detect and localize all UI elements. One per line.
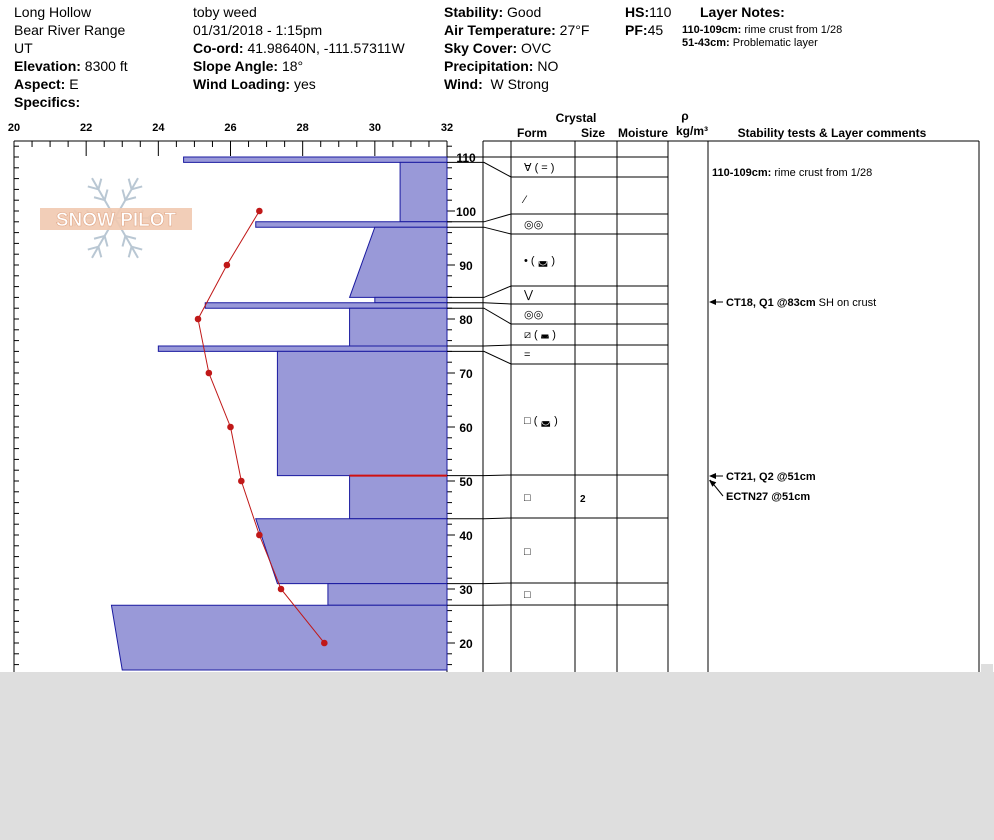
grain-form: ⧄ ( ◛ ) bbox=[524, 329, 556, 341]
layer-note: 51-43cm: Problematic layer bbox=[682, 37, 818, 49]
grain-form: ◎◎ bbox=[524, 309, 544, 321]
logo-snowflake-branch bbox=[123, 189, 126, 200]
grain-form: □ bbox=[524, 492, 531, 504]
grain-form: ⋁ bbox=[524, 289, 534, 301]
header-moisture: Moisture bbox=[617, 126, 669, 140]
layer-boundary-line bbox=[447, 345, 668, 346]
depth-axis-label: 80 bbox=[459, 313, 473, 327]
layer-boundary-line bbox=[447, 518, 668, 519]
hardness-layer bbox=[350, 227, 447, 297]
header-density-unit: kg/m³ bbox=[675, 124, 709, 138]
depth-axis-label: 110 bbox=[456, 151, 476, 165]
wind-loading: Wind Loading: yes bbox=[193, 76, 316, 92]
comment-arrowhead bbox=[709, 299, 716, 305]
header-comments: Stability tests & Layer comments bbox=[737, 126, 927, 140]
slope-angle: Slope Angle: 18° bbox=[193, 58, 304, 74]
logo-snowflake-branch bbox=[105, 189, 108, 200]
depth-axis-label: 60 bbox=[459, 421, 473, 435]
top-axis-label: 22 bbox=[80, 122, 93, 134]
hardness-layer bbox=[328, 584, 447, 606]
coordinates: Co-ord: 41.98640N, -111.57311W bbox=[193, 40, 405, 56]
top-axis-label: 24 bbox=[152, 122, 165, 134]
logo-snowflake-branch bbox=[98, 179, 101, 190]
top-axis-label: 28 bbox=[296, 122, 309, 134]
hardness-layer bbox=[277, 351, 447, 475]
comment-label: ECTN27 @51cm bbox=[726, 491, 811, 503]
specifics: Specifics: bbox=[14, 94, 81, 110]
air-temperature: Air Temperature: 27°F bbox=[444, 22, 590, 38]
layer-boundary-line bbox=[447, 227, 668, 234]
grain-form: • ( ◛ ) bbox=[524, 255, 556, 267]
aspect: Aspect: E bbox=[14, 76, 79, 92]
depth-axis-label: 40 bbox=[459, 529, 473, 543]
temperature-point bbox=[256, 208, 263, 215]
stability-comment bbox=[726, 297, 876, 309]
hardness-layer bbox=[350, 476, 447, 519]
grain-form: □ bbox=[524, 589, 531, 601]
temperature-point bbox=[195, 316, 202, 323]
header-density-symbol: ρ bbox=[681, 109, 689, 123]
hardness-layer bbox=[111, 605, 447, 670]
layer-boundary-line bbox=[447, 303, 668, 304]
top-axis-label: 26 bbox=[224, 122, 237, 134]
layer-boundary-line bbox=[447, 583, 668, 584]
wind: Wind: W Strong bbox=[444, 76, 549, 92]
elevation: Elevation: 8300 ft bbox=[14, 58, 128, 74]
layer-boundary-line bbox=[447, 162, 668, 177]
hardness-layer bbox=[400, 162, 447, 221]
location-name: Long Hollow bbox=[14, 4, 92, 20]
hardness-layer bbox=[184, 157, 447, 162]
grain-form: □ ( ◛ ) bbox=[524, 415, 558, 427]
layer-boundary-line bbox=[447, 286, 668, 297]
temperature-point bbox=[206, 370, 213, 377]
temperature-point bbox=[278, 586, 285, 593]
logo-text: SNOW PILOT bbox=[55, 210, 177, 231]
depth-axis-label: 70 bbox=[459, 367, 473, 381]
logo-snowflake-branch bbox=[123, 236, 126, 247]
grain-form: ⁄ bbox=[524, 194, 526, 206]
penetration-foot: PF:45 bbox=[625, 22, 664, 38]
layer-boundary-line bbox=[447, 351, 668, 364]
comment-label: CT18, Q1 @83cm bbox=[726, 297, 816, 309]
grain-form: ◎◎ bbox=[524, 219, 544, 231]
stability-comment bbox=[726, 491, 810, 503]
header-crystal: Crystal bbox=[555, 111, 597, 125]
snowpilot-logo bbox=[40, 178, 192, 258]
hardness-layer bbox=[256, 519, 447, 584]
layer-boundary-line bbox=[447, 308, 668, 324]
comment-text: rime crust from 1/28 bbox=[771, 167, 873, 179]
temperature-point bbox=[238, 478, 245, 485]
hardness-layer bbox=[375, 297, 447, 302]
stability-comment bbox=[712, 167, 872, 179]
depth-axis-label: 30 bbox=[459, 583, 473, 597]
stability-comment bbox=[726, 471, 816, 483]
top-axis-label: 32 bbox=[440, 122, 454, 134]
temperature-point bbox=[224, 262, 231, 269]
hardness-layer bbox=[205, 303, 447, 308]
comment-label: 110-109cm: bbox=[712, 167, 772, 179]
grain-form: ∀ ( = ) bbox=[524, 162, 555, 174]
top-axis-label: 20 bbox=[7, 122, 21, 134]
layer-boundary-line bbox=[447, 475, 668, 476]
mountain-range: Bear River Range bbox=[14, 22, 126, 38]
state: UT bbox=[14, 40, 33, 56]
comment-text: SH on crust bbox=[815, 297, 877, 309]
datetime: 01/31/2018 - 1:15pm bbox=[193, 22, 323, 38]
header-size: Size bbox=[580, 126, 606, 140]
depth-axis-label: 90 bbox=[459, 259, 473, 273]
logo-snowflake-branch bbox=[98, 247, 101, 258]
layer-boundary-line bbox=[447, 214, 668, 222]
empty-pane bbox=[0, 672, 994, 840]
hardness-layer bbox=[256, 222, 447, 227]
grain-form: = bbox=[524, 349, 531, 361]
comment-arrowhead bbox=[709, 473, 716, 479]
layer-notes-title: Layer Notes: bbox=[700, 4, 785, 20]
logo-snowflake-branch bbox=[105, 236, 108, 247]
hardness-layer bbox=[158, 346, 447, 351]
temperature-point bbox=[227, 424, 234, 431]
depth-axis-label: 100 bbox=[455, 205, 477, 219]
grain-size: 2 bbox=[580, 494, 586, 505]
logo-snowflake-branch bbox=[129, 179, 132, 190]
snow-height: HS:110 bbox=[625, 4, 672, 20]
layer-note: 110-109cm: rime crust from 1/28 bbox=[682, 24, 843, 36]
temperature-point bbox=[256, 532, 263, 539]
stability: Stability: Good bbox=[444, 4, 542, 20]
hardness-layer bbox=[350, 308, 447, 346]
comment-label: CT21, Q2 @51cm bbox=[726, 471, 816, 483]
depth-axis-label: 50 bbox=[459, 475, 473, 489]
temperature-point bbox=[321, 640, 328, 647]
depth-axis-label: 20 bbox=[459, 637, 473, 651]
header-form: Form bbox=[517, 126, 547, 140]
grain-form: □ bbox=[524, 546, 531, 558]
sky-cover: Sky Cover: OVC bbox=[444, 40, 552, 56]
logo-snowflake-branch bbox=[129, 247, 132, 258]
observer: toby weed bbox=[193, 4, 257, 20]
precipitation: Precipitation: NO bbox=[444, 58, 559, 74]
scroll-stub bbox=[981, 664, 993, 672]
top-axis-label: 30 bbox=[368, 122, 381, 134]
